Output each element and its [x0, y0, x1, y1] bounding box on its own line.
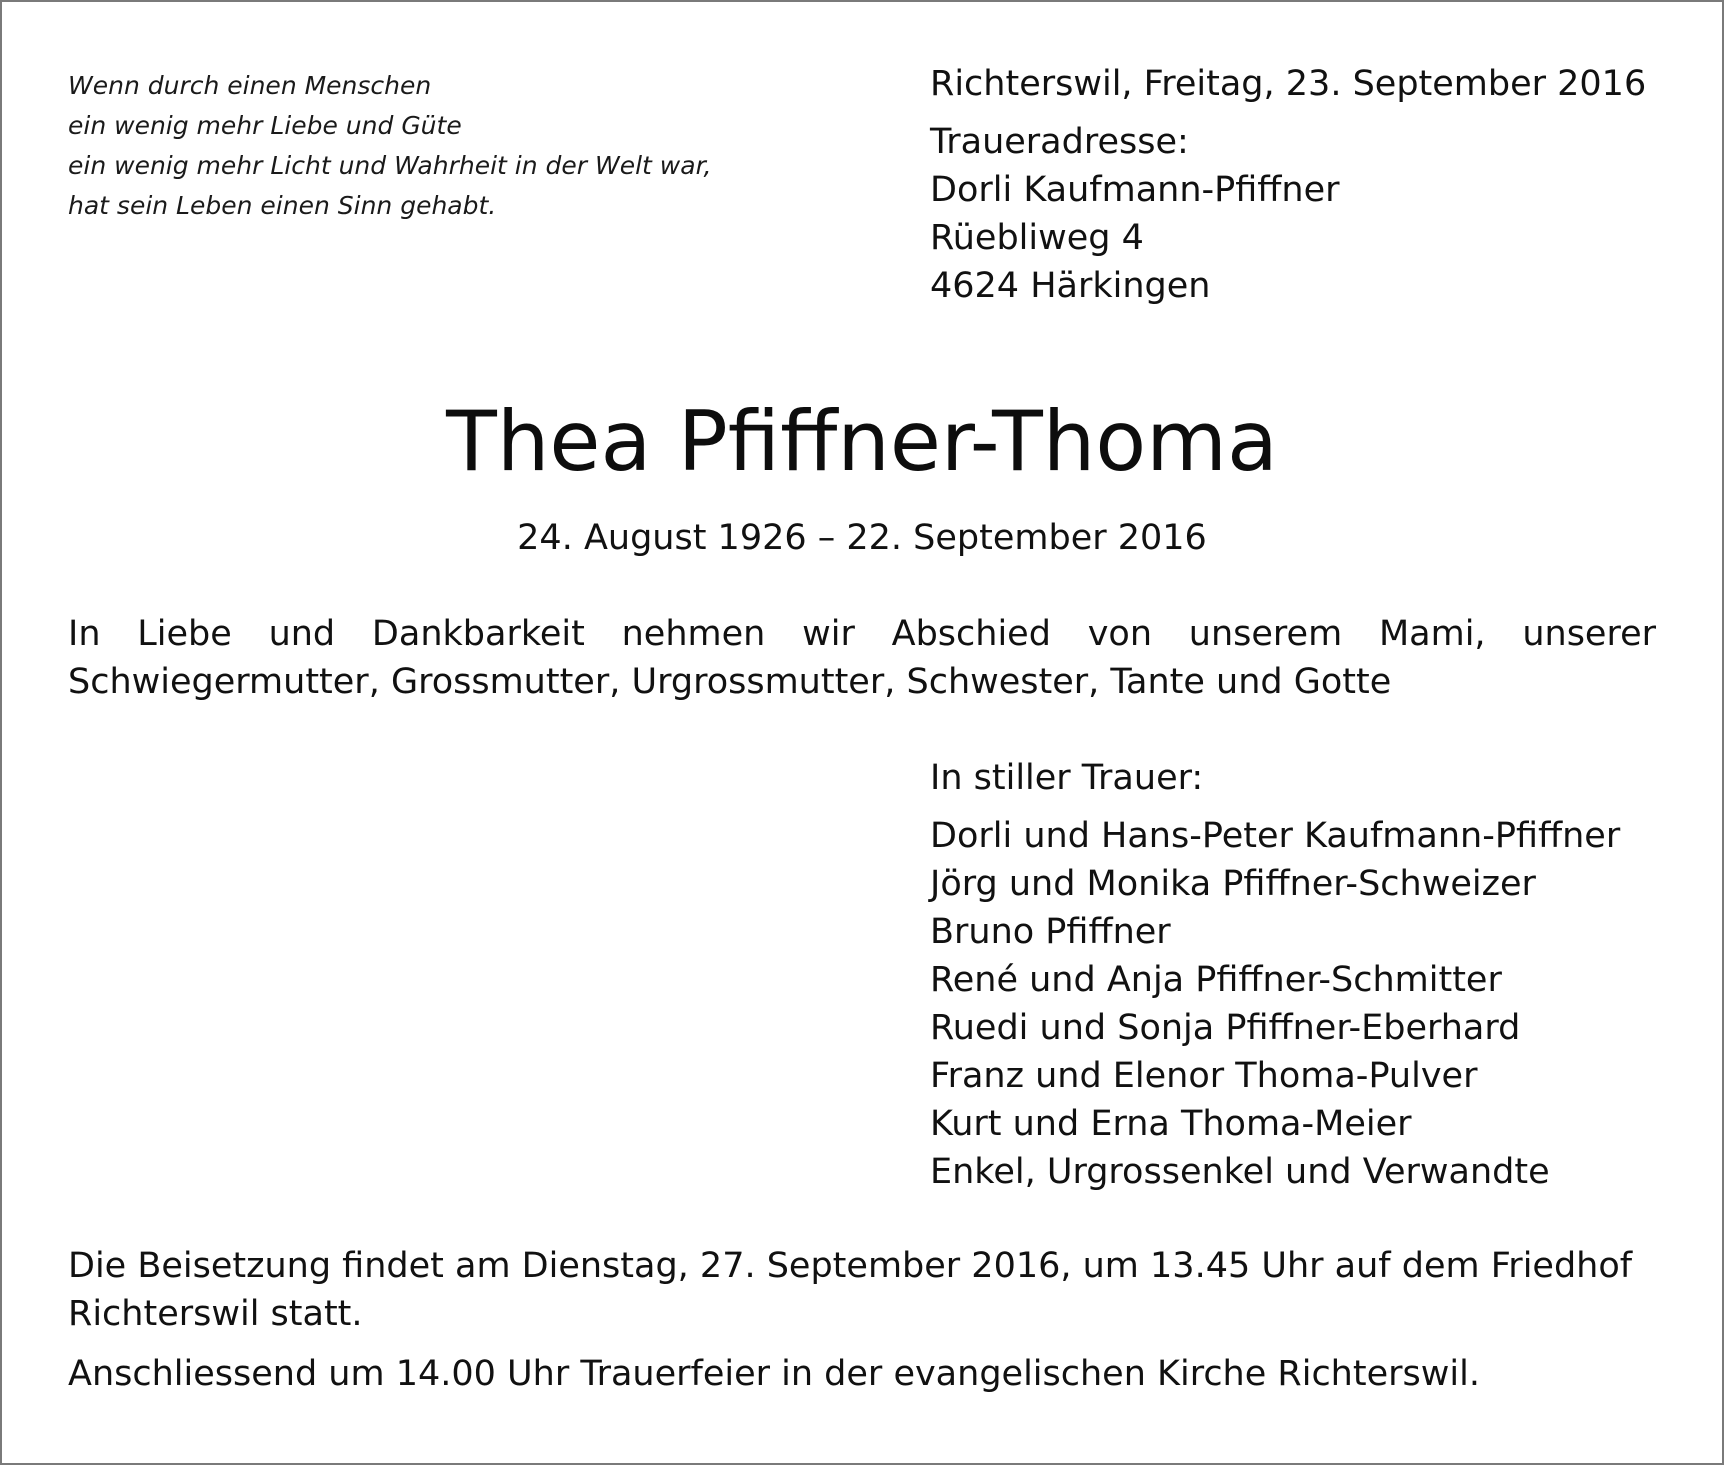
burial-info: [68, 1242, 1656, 1338]
intro-paragraph: [68, 610, 1656, 706]
mourner-name: Franz und Elenor Thoma-Pulver: [930, 1056, 1478, 1096]
address-name: Dorli Kaufmann-Pfiffner: [930, 170, 1340, 210]
address-street: Rüebliweg 4: [930, 218, 1144, 258]
mourner-name: Ruedi und Sonja Pfiffner-Eberhard: [930, 1008, 1521, 1048]
mourner-name: Enkel, Urgrossenkel und Verwandte: [930, 1152, 1550, 1192]
burial-line: Richterswil statt.: [68, 1294, 363, 1334]
memorial-poem: [68, 66, 868, 226]
mourner-name: René und Anja Pfiffner-Schmitter: [930, 960, 1502, 1000]
deceased-name: Thea Pfiffner-Thoma: [446, 393, 1278, 490]
header-block: [930, 60, 1670, 310]
place-date: Richterswil, Freitag, 23. September 2016: [930, 64, 1647, 104]
intro-line: In Liebe und Dankbarkeit nehmen wir Abschied von unserem Mami, unserer: [68, 614, 1656, 654]
mourning-address: [930, 118, 1670, 310]
mourner-name: Jörg und Monika Pfiffner-Schweizer: [930, 864, 1536, 904]
address-label: Traueradresse:: [930, 122, 1189, 162]
mourner-name: Kurt und Erna Thoma-Meier: [930, 1104, 1412, 1144]
poem-line: Wenn durch einen Menschen: [68, 71, 432, 100]
poem-line: ein wenig mehr Liebe und Güte: [68, 111, 462, 140]
poem-line: hat sein Leben einen Sinn gehabt.: [68, 191, 497, 220]
address-city: 4624 Härkingen: [930, 266, 1211, 306]
poem-line: ein wenig mehr Licht und Wahrheit in der Welt war,: [68, 151, 712, 180]
intro-line: Schwiegermutter, Grossmutter, Urgrossmutter, Schwester, Tante und Gotte: [68, 662, 1392, 702]
burial-line: Die Beisetzung findet am Dienstag, 27. September 2016, um 13.45 Uhr auf dem Friedhof: [68, 1246, 1633, 1286]
mourners-block: [930, 754, 1670, 1196]
mourner-name: Dorli und Hans-Peter Kaufmann-Pfiffner: [930, 816, 1621, 856]
mourner-name: Bruno Pfiffner: [930, 912, 1171, 952]
ceremony-info: Anschliessend um 14.00 Uhr Trauerfeier in der evangelischen Kirche Richterswil.: [68, 1354, 1480, 1394]
life-dates: 24. August 1926 – 22. September 2016: [517, 518, 1207, 558]
mourners-list: [930, 812, 1670, 1196]
mourners-label: In stiller Trauer:: [930, 758, 1204, 798]
